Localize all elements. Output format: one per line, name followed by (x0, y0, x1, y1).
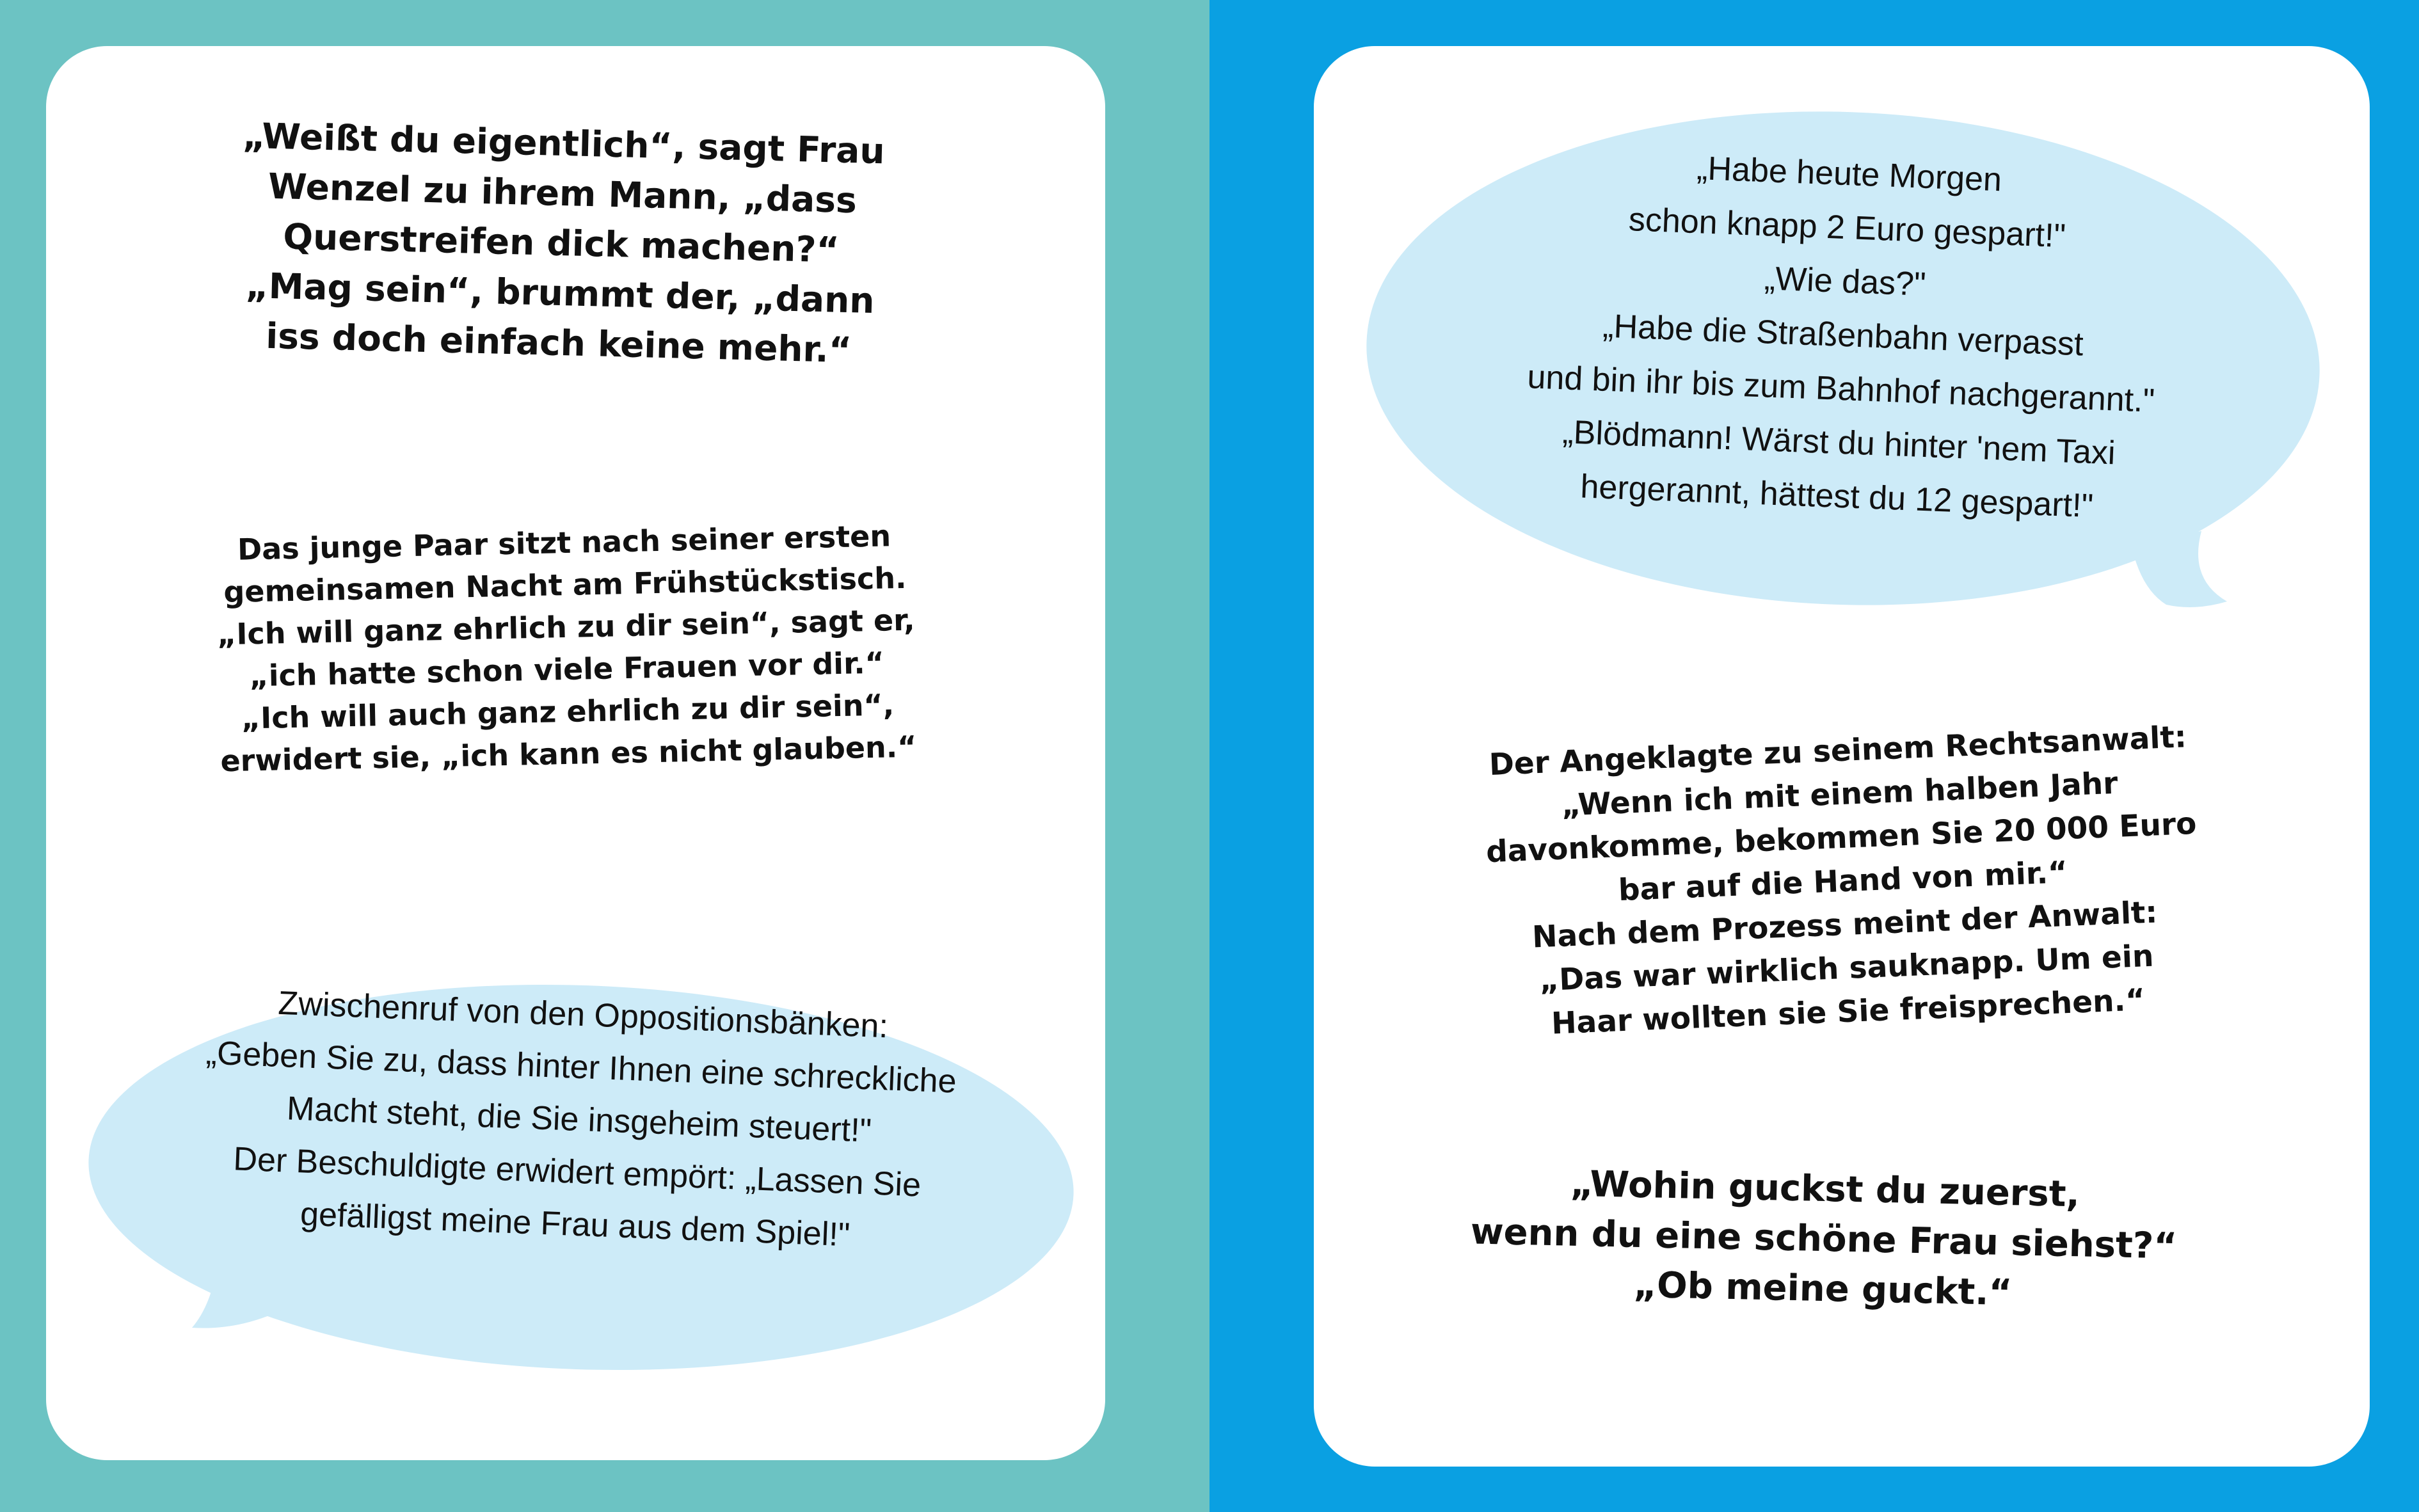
joke-line: Nach dem Prozess meint der Anwalt: (1531, 895, 2159, 955)
joke-line: „Wie das?" (1763, 260, 1927, 303)
joke-line: schon knapp 2 Euro gespart!" (1627, 201, 2066, 255)
joke-line: wenn du eine schöne Frau siehst?“ (1470, 1211, 2178, 1268)
joke-line: „Mag sein“, brummt der, „dann (244, 264, 875, 321)
joke-line: Der Beschuldigte erwidert empört: „Lassen Sie (232, 1140, 922, 1204)
joke-line: erwidert sie, „ich kann es nicht glauben.“ (220, 729, 917, 779)
joke-line: hergerannt, hättest du 12 gespart!" (1579, 468, 2095, 525)
joke-line: „Geben Sie zu, dass hinter Ihnen eine schreckliche (205, 1034, 957, 1101)
joke-line: Haar wollten sie Sie freisprechen.“ (1551, 982, 2146, 1042)
joke-line: „Blödmann! Wärst du hinter 'nem Taxi (1561, 413, 2116, 472)
joke-line: „Weißt du eigentlich“, sagt Frau (242, 115, 886, 172)
joke-line: Macht steht, die Sie insgeheim steuert!" (285, 1090, 873, 1150)
joke-line: davonkomme, bekommen Sie 20 000 Euro (1485, 806, 2198, 870)
right-joke-2 (1439, 1156, 2210, 1322)
joke-line: gefälligst meine Frau aus dem Spiel!" (299, 1195, 851, 1254)
right-bubble-joke (1420, 131, 2266, 539)
joke-line: Zwischenruf von den Oppositionsbänken: (277, 984, 890, 1046)
joke-line: gemeinsamen Nacht am Frühstückstisch. (223, 560, 907, 610)
joke-line: Querstreifen dick machen?“ (282, 216, 840, 271)
joke-line: „Ob meine guckt.“ (1633, 1264, 2013, 1314)
joke-line: bar auf die Hand von mir.“ (1617, 854, 2069, 909)
joke-line: und bin ihr bis zum Bahnhof nachgerannt." (1526, 358, 2156, 420)
right-joke-1 (1453, 714, 2233, 1049)
joke-line: „Wenn ich mit einem halben Jahr (1560, 765, 2119, 824)
joke-line: „Habe die Straßenbahn verpasst (1602, 307, 2084, 363)
joke-line: Das junge Paar sitzt nach seiner ersten (237, 518, 891, 567)
joke-line: iss doch einfach keine mehr.“ (265, 315, 852, 371)
joke-line: „Ich will auch ganz ehrlich zu dir sein“, (241, 687, 895, 736)
joke-line: „Habe heute Morgen (1696, 150, 2003, 199)
joke-line: „ich hatte schon viele Frauen vor dir.“ (249, 645, 885, 694)
joke-line: „Ich will ganz ehrlich zu dir sein“, sagt er, (216, 602, 916, 652)
joke-line: „Das war wirklich sauknapp. Um ein (1538, 938, 2155, 999)
bubble-tail (2131, 531, 2227, 607)
joke-line: „Wohin guckst du zuerst, (1569, 1163, 2080, 1216)
joke-line: Wenzel zu ihrem Mann, „dass (267, 165, 858, 221)
joke-line: Der Angeklagte zu seinem Rechtsanwalt: (1488, 719, 2187, 783)
